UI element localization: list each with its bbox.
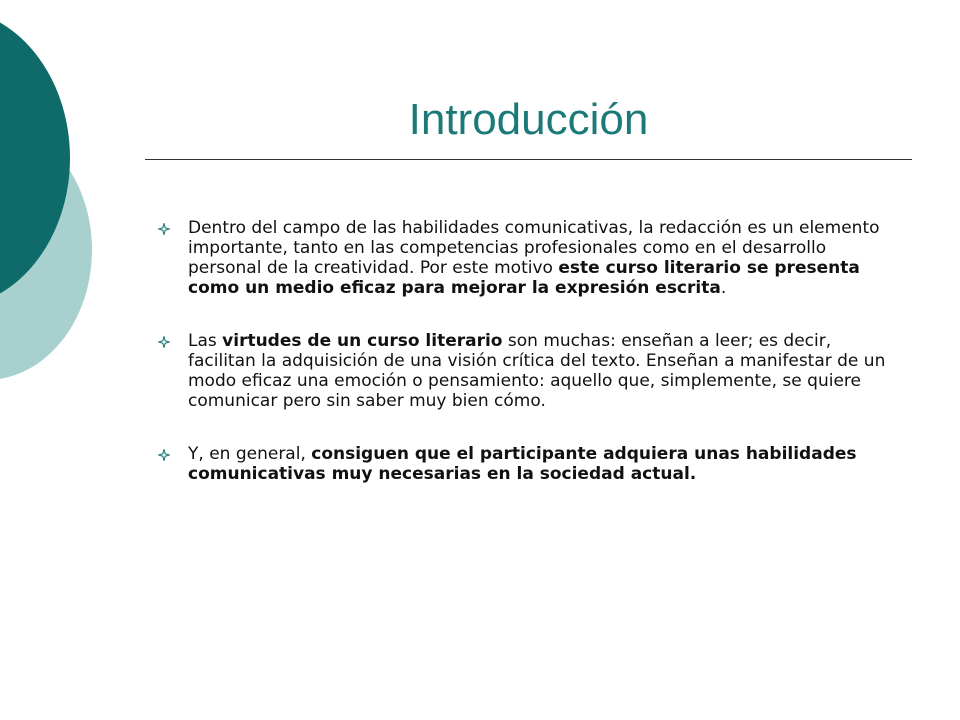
- bullet-text: [188, 218, 880, 298]
- bullet-item: [158, 444, 888, 484]
- bullet-diamond-icon: [158, 336, 170, 348]
- bullet-text-segment: Dentro del campo de las habilidades comunicativas, la redacción es un elemento importante, tanto en las competencias profesionales como en el desarrollo personal de la creatividad. Por este motivo: [188, 218, 880, 278]
- bullet-text-bold: este curso literario se presenta como un medio eficaz para mejorar la expresión escrita: [188, 258, 860, 298]
- bullet-text: [188, 331, 885, 411]
- bullet-text-segment: Las: [188, 331, 223, 351]
- bullet-text-bold: virtudes de un curso literario: [222, 331, 503, 351]
- slide-title: Introducción: [408, 95, 649, 144]
- bullet-text-segment: son muchas: enseñan a leer; es decir, facilitan la adquisición de una visión crítica del texto. Enseñan a manifestar de un modo eficaz una emoción o pensamiento: aquello que, simplemente, se quiere comunicar pero sin saber muy bien cómo.: [188, 331, 886, 411]
- bullet-text-segment: .: [720, 278, 727, 298]
- bullet-item: [158, 218, 888, 298]
- title-divider: [145, 159, 912, 160]
- bullet-item: [158, 331, 888, 411]
- bullet-diamond-icon: [158, 223, 170, 235]
- bullet-list: [158, 218, 888, 517]
- bullet-text-bold: consiguen que el participante adquiera unas habilidades comunicativas muy necesarias en la sociedad actual.: [188, 444, 857, 484]
- bullet-diamond-icon: [158, 449, 170, 461]
- bullet-text-segment: Y, en general,: [188, 444, 312, 464]
- bullet-text: [188, 444, 857, 484]
